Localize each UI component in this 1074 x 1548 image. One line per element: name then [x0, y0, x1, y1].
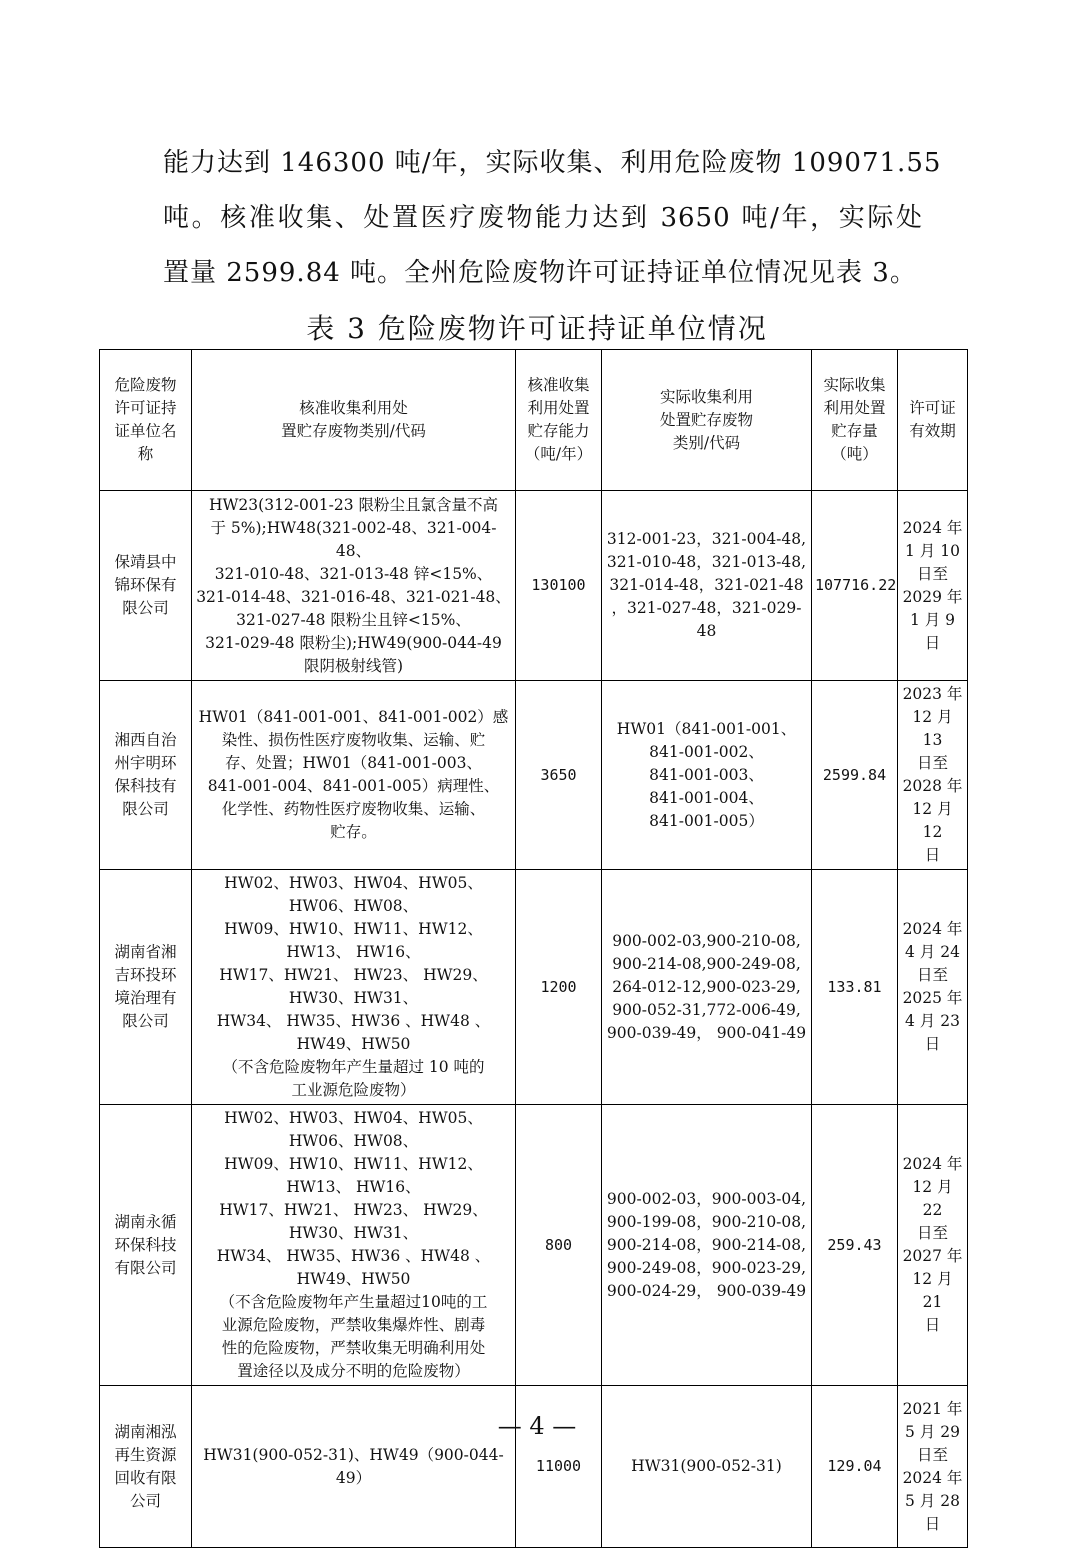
- cell-capacity: 130100: [516, 491, 602, 681]
- table-row: [100, 1105, 968, 1386]
- cell-unit-name: 湖南永循 环保科技 有限公司: [100, 1105, 192, 1386]
- header-approved-categories: 核准收集利用处 置贮存废物类别/代码: [192, 350, 516, 491]
- header-actual-categories: 实际收集利用 处置贮存废物 类别/代码: [602, 350, 812, 491]
- header-unit-name: 危险废物 许可证持 证单位名 称: [100, 350, 192, 491]
- cell-capacity: 3650: [516, 681, 602, 870]
- cell-approved-categories: HW23(312-001-23 限粉尘且氯含量不高 于 5%);HW48(321-002-48、321-004-48、 321-010-48、321-013-48 锌<15%、 321-014-48、321-016-48、321-021-48、 321-027-48 限粉尘且锌<15%、 321-029-48 限粉尘);HW49(900-044-49 限阴极射线管): [192, 491, 516, 681]
- cell-actual-amount: 259.43: [812, 1105, 898, 1386]
- cell-actual-amount: 107716.22: [812, 491, 898, 681]
- cell-actual-amount: 2599.84: [812, 681, 898, 870]
- cell-approved-categories: HW02、HW03、HW04、HW05、HW06、HW08、 HW09、HW10、HW11、HW12、HW13、 HW16、 HW17、HW21、 HW23、 HW29、 HW30、HW31、 HW34、 HW35、HW36 、HW48 、HW49、HW50 （不含危险废物年产生量超过10吨的工 业源危险废物，严禁收集爆炸性、剧毒 性的危险废物，严禁收集无明确利用处 置途径以及成分不明的危险废物）: [192, 1105, 516, 1386]
- cell-actual-categories: 900-002-03，900-003-04, 900-199-08，900-210-08, 900-214-08，900-214-08, 900-249-08，900-023-29, 900-024-29， 900-039-49: [602, 1105, 812, 1386]
- table-header-row: [100, 350, 968, 491]
- cell-validity: 2024 年 4 月 24 日至 2025 年 4 月 23 日: [898, 870, 968, 1105]
- cell-approved-categories: HW01（841-001-001、841-001-002）感 染性、损伤性医疗废物收集、运输、贮 存、处置；HW01（841-001-003、 841-001-004、841-001-005）病理性、 化学性、药物性医疗废物收集、运输、 贮存。: [192, 681, 516, 870]
- body-paragraph: [163, 136, 942, 301]
- cell-actual-categories: HW01（841-001-001、 841-001-002、 841-001-003、 841-001-004、 841-001-005）: [602, 681, 812, 870]
- cell-capacity: 1200: [516, 870, 602, 1105]
- cell-actual-categories: 312-001-23，321-004-48, 321-010-48，321-013-48, 321-014-48，321-021-48 ，321-027-48，321-029-48: [602, 491, 812, 681]
- paragraph-line: 能力达到 146300 吨/年，实际收集、利用危险废物 109071.55: [163, 148, 942, 178]
- cell-validity: 2024 年 12 月 22 日至 2027 年 12 月 21 日: [898, 1105, 968, 1386]
- cell-approved-categories: HW31(900-052-31)、HW49（900-044-49）: [192, 1386, 516, 1548]
- cell-capacity: 11000: [516, 1386, 602, 1548]
- paragraph-line: 吨。核准收集、处置医疗废物能力达到 3650 吨/年，实际处: [163, 203, 923, 233]
- cell-validity: 2023 年 12 月 13 日至 2028 年 12 月 12 日: [898, 681, 968, 870]
- cell-unit-name: 湖南湘泓 再生资源 回收有限 公司: [100, 1386, 192, 1548]
- header-actual-amount: 实际收集 利用处置 贮存量 （吨）: [812, 350, 898, 491]
- header-approved-capacity: 核准收集 利用处置 贮存能力 （吨/年）: [516, 350, 602, 491]
- permit-table: [99, 349, 968, 1548]
- cell-actual-categories: HW31(900-052-31): [602, 1386, 812, 1548]
- cell-actual-amount: 129.04: [812, 1386, 898, 1548]
- cell-actual-categories: 900-002-03,900-210-08, 900-214-08,900-249-08, 264-012-12,900-023-29, 900-052-31,772-006-49, 900-039-49， 900-041-49: [602, 870, 812, 1105]
- cell-unit-name: 保靖县中 锦环保有 限公司: [100, 491, 192, 681]
- cell-approved-categories: HW02、HW03、HW04、HW05、HW06、HW08、 HW09、HW10、HW11、HW12、HW13、 HW16、 HW17、HW21、 HW23、 HW29、 HW30、HW31、 HW34、 HW35、HW36 、HW48 、HW49、HW50 （不含危险废物年产生量超过 10 吨的 工业源危险废物）: [192, 870, 516, 1105]
- table-row: [100, 870, 968, 1105]
- table-row: [100, 681, 968, 870]
- cell-unit-name: 湖南省湘 吉环投环 境治理有 限公司: [100, 870, 192, 1105]
- cell-unit-name: 湘西自治 州宇明环 保科技有 限公司: [100, 681, 192, 870]
- table-row: [100, 491, 968, 681]
- table-row: [100, 1386, 968, 1548]
- cell-capacity: 800: [516, 1105, 602, 1386]
- header-validity: 许可证 有效期: [898, 350, 968, 491]
- paragraph-line: 置量 2599.84 吨。全州危险废物许可证持证单位情况见表 3。: [163, 258, 917, 288]
- table-caption: 表 3 危险废物许可证持证单位情况: [306, 312, 768, 345]
- cell-validity: 2024 年 1 月 10 日至 2029 年 1 月 9 日: [898, 491, 968, 681]
- cell-validity: 2021 年 5 月 29 日至 2024 年 5 月 28 日: [898, 1386, 968, 1548]
- cell-actual-amount: 133.81: [812, 870, 898, 1105]
- page-number: — 4 —: [497, 1412, 577, 1440]
